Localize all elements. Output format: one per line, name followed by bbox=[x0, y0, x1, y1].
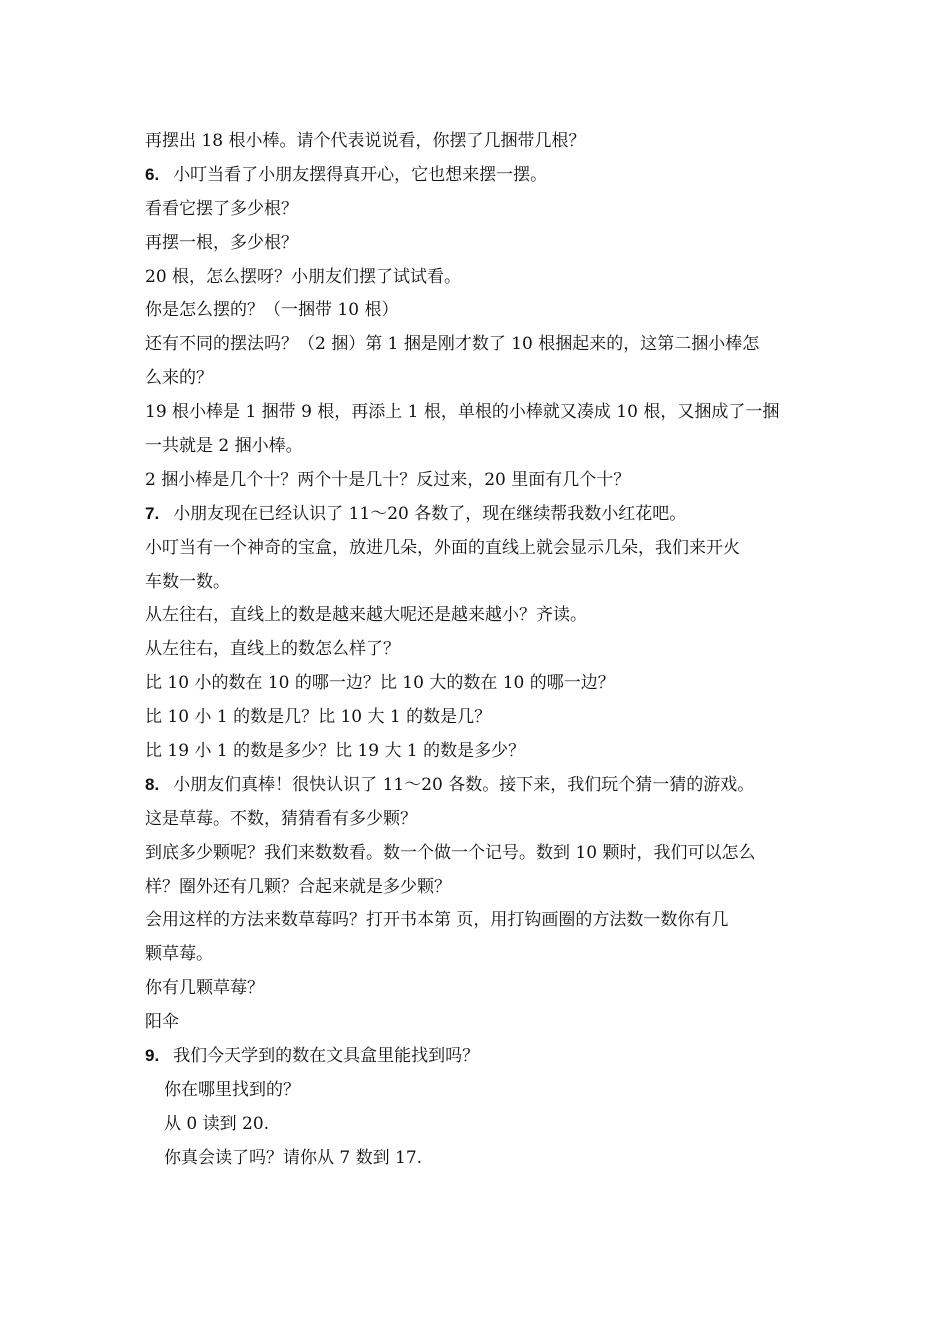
numbered-paragraph bbox=[145, 499, 825, 533]
text-line bbox=[145, 228, 825, 262]
text-line bbox=[145, 702, 825, 736]
text-line bbox=[145, 872, 825, 906]
text-line bbox=[145, 736, 825, 770]
line-text: 你是怎么摆的？（一捆带 10 根） bbox=[145, 300, 399, 321]
item-number: 7. bbox=[145, 503, 160, 523]
line-text: 19 根小棒是 1 捆带 9 根，再添上 1 根，单根的小棒就又凑成 10 根，又捆成了一捆 bbox=[145, 402, 780, 423]
text-line bbox=[145, 397, 825, 431]
text-line bbox=[145, 194, 825, 228]
line-text: 看看它摆了多少根？ bbox=[145, 198, 298, 219]
text-line bbox=[145, 262, 825, 296]
line-text: 车数一数。 bbox=[145, 571, 230, 592]
text-line bbox=[145, 431, 825, 465]
line-text: 小朋友现在已经认识了 11～20 各数了，现在继续帮我数小红花吧。 bbox=[173, 503, 687, 524]
text-line bbox=[145, 634, 825, 668]
text-line bbox=[145, 295, 825, 329]
text-line bbox=[145, 329, 825, 363]
text-line bbox=[145, 600, 825, 634]
line-text: 再摆一根，多少根？ bbox=[145, 232, 298, 253]
text-line bbox=[145, 804, 825, 838]
line-text: 2 捆小棒是几个十？两个十是几十？反过来，20 里面有几个十？ bbox=[145, 469, 631, 490]
line-text: 样？圈外还有几颗？合起来就是多少颗？ bbox=[145, 876, 451, 897]
line-text: 比 10 小的数在 10 的哪一边？比 10 大的数在 10 的哪一边？ bbox=[145, 673, 615, 694]
text-line bbox=[145, 668, 825, 702]
line-text: 你有几颗草莓？ bbox=[145, 978, 264, 999]
line-text: 到底多少颗呢？我们来数数看。数一个做一个记号。数到 10 颗时，我们可以怎么 bbox=[145, 842, 756, 863]
line-text: 20 根，怎么摆呀？小朋友们摆了试试看。 bbox=[145, 266, 462, 287]
text-line bbox=[145, 567, 825, 601]
item-number: 9. bbox=[145, 1046, 160, 1066]
text-line bbox=[145, 939, 825, 973]
line-text: 你在哪里找到的？ bbox=[164, 1079, 300, 1100]
line-text: 再摆出 18 根小棒。请个代表说说看，你摆了几捆带几根？ bbox=[145, 131, 586, 151]
text-line bbox=[145, 1143, 825, 1177]
line-text: 这是草莓。不数，猜猜看有多少颗？ bbox=[145, 808, 417, 829]
numbered-paragraph bbox=[145, 770, 825, 804]
line-text: 从左往右，直线上的数是越来越大呢还是越来越小？齐读。 bbox=[145, 605, 587, 626]
text-line bbox=[145, 905, 825, 939]
line-text: 小叮当看了小朋友摆得真开心，它也想来摆一摆。 bbox=[173, 164, 548, 185]
line-text: 从 0 读到 20. bbox=[164, 1113, 270, 1134]
numbered-paragraph bbox=[145, 160, 825, 194]
line-text: 阳伞 bbox=[145, 1012, 179, 1033]
line-text: 一共就是 2 捆小棒。 bbox=[145, 436, 303, 457]
text-line bbox=[145, 126, 825, 160]
text-line bbox=[145, 533, 825, 567]
item-number: 6. bbox=[145, 164, 160, 184]
line-text: 从左往右，直线上的数怎么样了？ bbox=[145, 639, 400, 660]
document-body bbox=[145, 126, 825, 1177]
text-line bbox=[145, 1075, 825, 1109]
line-text: 小叮当有一个神奇的宝盒，放进几朵，外面的直线上就会显示几朵，我们来开火 bbox=[145, 537, 740, 558]
text-line bbox=[145, 1109, 825, 1143]
text-line bbox=[145, 363, 825, 397]
line-text: 我们今天学到的数在文具盒里能找到吗？ bbox=[173, 1046, 480, 1067]
line-text: 比 10 小 1 的数是几？比 10 大 1 的数是几？ bbox=[145, 707, 492, 728]
line-text: 小朋友们真棒！很快认识了 11～20 各数。接下来，我们玩个猜一猜的游戏。 bbox=[173, 774, 755, 795]
text-line bbox=[145, 1007, 825, 1041]
line-text: 还有不同的摆法吗？（2 捆）第 1 捆是刚才数了 10 根捆起来的，这第二捆小棒怎 bbox=[145, 334, 760, 355]
line-text: 么来的？ bbox=[145, 368, 213, 389]
line-text: 比 19 小 1 的数是多少？比 19 大 1 的数是多少？ bbox=[145, 741, 526, 762]
text-line bbox=[145, 973, 825, 1007]
line-text: 颗草莓。 bbox=[145, 944, 213, 965]
line-text: 会用这样的方法来数草莓吗？打开书本第 页，用打钩画圈的方法数一数你有几 bbox=[145, 910, 729, 931]
item-number: 8. bbox=[145, 774, 160, 794]
text-line bbox=[145, 465, 825, 499]
text-line bbox=[145, 838, 825, 872]
line-text: 你真会读了吗？请你从 7 数到 17. bbox=[164, 1147, 423, 1168]
numbered-paragraph bbox=[145, 1041, 825, 1075]
